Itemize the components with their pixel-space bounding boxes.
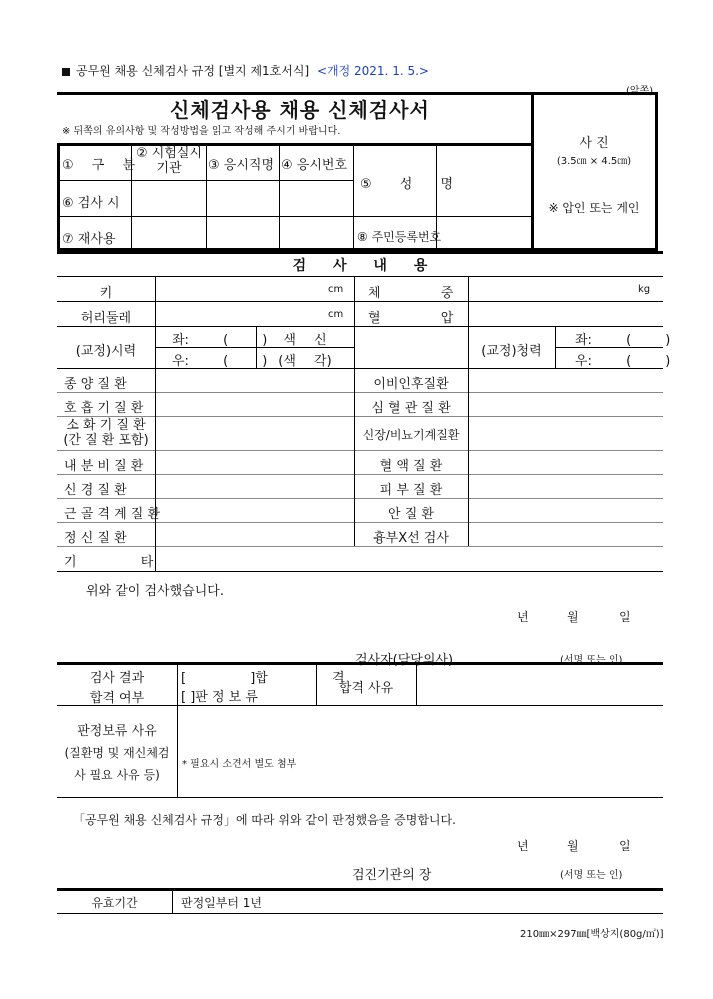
hearing-label: (교정)청력 — [481, 344, 542, 359]
endocrine-disease-label: 내 분 비 질 환 — [64, 459, 144, 474]
date-month: 월 — [567, 610, 579, 624]
photo-label: 사 진 — [579, 136, 609, 151]
blood-disease-label: 혈 액 질 환 — [379, 459, 443, 474]
grid-line — [172, 890, 173, 913]
grid-line — [57, 522, 663, 523]
photo-box — [531, 92, 658, 251]
regulation-reference — [62, 62, 429, 79]
skin-disease-label: 피 부 질 환 — [379, 483, 443, 498]
chest-xray-label: 흉부X선 검사 — [373, 531, 449, 546]
grid-line — [206, 143, 207, 251]
pending-checkbox[interactable]: [ ]판 정 보 류 — [181, 690, 258, 705]
grid-line — [177, 664, 178, 797]
eye-disease-label: 안 질 환 — [388, 507, 434, 522]
height-unit: cm — [328, 284, 344, 295]
color-vision-label: 색 신 — [283, 333, 327, 348]
pending-reason-detail-2: 사 필요 사유 등) — [74, 768, 160, 782]
grid-line — [57, 326, 663, 327]
examiner-sign: (서명 또는 인) — [560, 655, 623, 666]
pass-checkbox[interactable]: [ ]합 격 — [181, 671, 345, 686]
grid-line — [57, 180, 353, 181]
rrn-label: ⑧ 주민등록번호 — [357, 230, 442, 244]
grid-line — [57, 498, 663, 499]
certification-statement: 「공무원 채용 신체검사 규정」에 따라 위와 같이 판정했음을 증명합니다. — [73, 813, 456, 827]
grid-line — [57, 546, 663, 547]
category-label: ① 구 분 — [62, 158, 136, 173]
result-top-border — [57, 662, 663, 665]
section-border — [57, 251, 663, 254]
attachment-note: * 필요시 소견서 별도 첨부 — [182, 759, 297, 770]
grid-line — [416, 664, 417, 705]
grid-line — [57, 450, 663, 451]
vision-label: (교정)시력 — [75, 344, 137, 359]
height-label: 키 — [99, 286, 113, 301]
grid-line — [155, 276, 156, 571]
blood-pressure-label: 혈 압 — [368, 311, 454, 326]
hearing-right: 우: ( ) — [575, 354, 671, 369]
position-label: ③ 응시직명 — [208, 158, 275, 173]
revision-note: <개정 2021. 1. 5.> — [316, 64, 429, 78]
exam-number-label: ④ 응시번호 — [281, 158, 348, 173]
document-title: 신체검사용 채용 신체검사서 — [170, 98, 430, 122]
color-sense-label: (색 각) — [278, 354, 332, 369]
grid-line — [57, 474, 663, 475]
grid-line — [57, 416, 663, 417]
vision-left: 좌: ( ) — [172, 333, 268, 348]
grid-line — [57, 571, 663, 572]
grid-line — [57, 392, 663, 393]
grid-line — [57, 216, 531, 217]
validity-top-border — [57, 888, 663, 891]
agency-head-label: 검진기관의 장 — [352, 868, 432, 883]
pending-reason-label: 판정보류 사유 — [77, 724, 157, 739]
validity-bottom-border — [57, 913, 663, 914]
exam-section-title: 검 사 내 용 — [292, 258, 428, 274]
validity-label: 유효기간 — [91, 896, 138, 910]
regulation-text: 공무원 채용 신체검사 규정 [별지 제1호서식] — [76, 64, 310, 78]
waist-label: 허리둘레 — [80, 311, 132, 326]
date-year: 년 — [517, 610, 529, 624]
examined-statement: 위와 같이 검사했습니다. — [86, 584, 224, 599]
photo-note: ※ 압인 또는 게인 — [548, 201, 640, 215]
instruction-notice: ※ 뒤쪽의 유의사항 및 작성방법을 읽고 작성해 주시기 바랍니다. — [62, 126, 341, 137]
pending-reason-detail: (질환명 및 재신체검 — [64, 746, 170, 760]
result-label: 검사 결과 — [89, 671, 145, 686]
waist-unit: cm — [328, 309, 344, 320]
mental-disease-label: 정 신 질 환 — [64, 531, 127, 546]
vision-right: 우: ( ) — [172, 354, 268, 369]
pass-reason-label: 합격 사유 — [338, 681, 394, 696]
weight-unit: kg — [638, 284, 651, 295]
renal-disease-label: 신장/비뇨기계질환 — [362, 428, 460, 442]
weight-label: 체 중 — [368, 286, 454, 301]
tumor-disease-label: 종 양 질 환 — [64, 377, 127, 392]
photo-size: (3.5㎝ × 4.5㎝) — [556, 156, 632, 167]
paper-spec: 210㎜×297㎜[백상지(80g/㎡)] — [520, 929, 664, 940]
neurological-disease-label: 신 경 질 환 — [64, 483, 127, 498]
grid-line — [555, 326, 556, 368]
grid-line — [279, 143, 280, 251]
ent-disease-label: 이비인후질환 — [373, 377, 449, 392]
agency-head-sign: (서명 또는 인) — [560, 870, 623, 881]
grid-line — [57, 276, 663, 277]
grid-line — [57, 368, 663, 369]
reuse-label: ⑦ 재사용 — [62, 232, 116, 247]
examiner-label: 검사자(담당의사) — [355, 653, 454, 668]
musculoskeletal-disease-label: 근 골 격 계 질 환 — [64, 507, 161, 522]
grid-line — [353, 143, 354, 251]
cardiovascular-disease-label: 심 혈 관 질 환 — [371, 401, 451, 416]
digestive-disease-label: 소 화 기 질 환 (간 질 환 포함) — [63, 418, 149, 448]
cert-year: 년 — [517, 839, 529, 853]
validity-value: 판정일부터 1년 — [181, 896, 263, 910]
exam-time-label: ⑥ 검사 시 — [62, 196, 120, 211]
grid-line — [57, 797, 663, 798]
cert-month: 월 — [567, 839, 579, 853]
name-label: ⑤ 성 명 — [360, 177, 454, 192]
pass-status-label: 합격 여부 — [89, 691, 145, 706]
date-day: 일 — [619, 610, 631, 624]
hearing-left: 좌: ( ) — [575, 333, 671, 348]
cert-day: 일 — [619, 839, 631, 853]
square-bullet-icon — [62, 68, 70, 76]
exam-agency-label: ② 시험실시 기관 — [135, 146, 203, 176]
grid-line — [57, 301, 663, 302]
respiratory-disease-label: 호 흡 기 질 환 — [64, 401, 144, 416]
grid-line — [468, 276, 469, 546]
front-side-label: (앞쪽) — [626, 86, 654, 97]
other-label: 기 타 — [64, 555, 154, 570]
